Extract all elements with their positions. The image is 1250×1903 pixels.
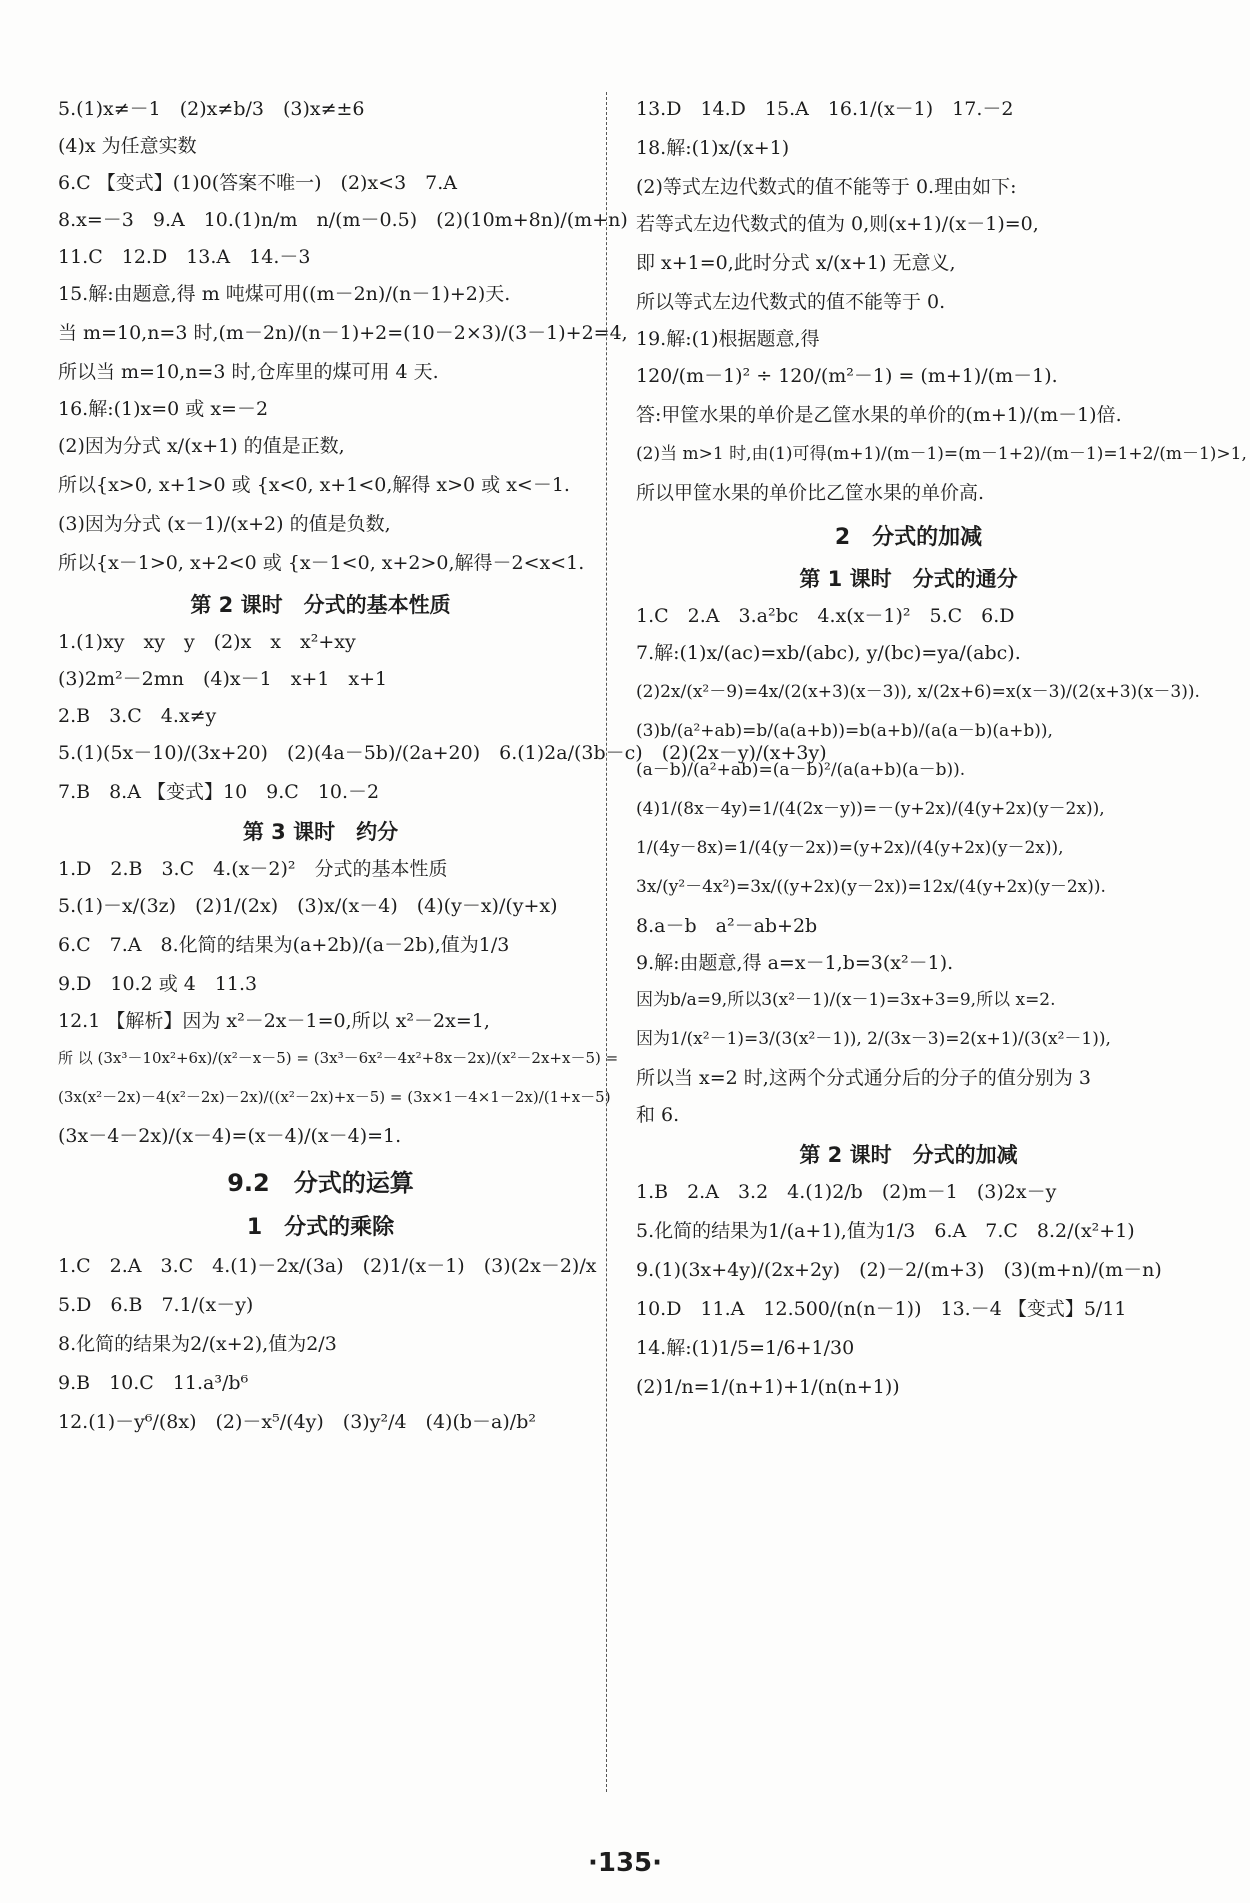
answer-line: 13.D 14.D 15.A 16.1/(x－1) 17.－2 [636, 98, 1014, 120]
answer-line: 6.C 7.A 8.化简的结果为(a+2b)/(a－2b),值为1/3 [58, 934, 510, 956]
answer-line: 8.a－b a²－ab+2b [636, 915, 818, 937]
answer-line: 5.(1)(5x－10)/(3x+20) (2)(4a－5b)/(2a+20) 6.(1)2a/(3b－c) (2)(2x－y)/(x+3y) [58, 742, 827, 764]
answer-line: 18.解:(1)x/(x+1) [636, 137, 790, 159]
answer-line: 即 x+1=0,此时分式 x/(x+1) 无意义, [636, 252, 956, 274]
answer-line: (2)2x/(x²－9)=4x/(2(x+3)(x－3)), x/(2x+6)=x(x－3)/(2(x+3)(x－3)). [636, 682, 1200, 702]
answer-line: 12.(1)－y⁶/(8x) (2)－x⁵/(4y) (3)y²/4 (4)(b－a)/b² [58, 1411, 536, 1433]
answer-line: 当 m=10,n=3 时,(m－2n)/(n－1)+2=(10－2×3)/(3－1)+2=4, [58, 322, 628, 344]
answer-line: (2)当 m>1 时,由(1)可得(m+1)/(m－1)=(m－1+2)/(m－1)=1+2/(m－1)>1, [636, 444, 1247, 464]
answer-line: 1.(1)xy xy y (2)x x x²+xy [58, 631, 356, 653]
section-heading: 9.2 分式的运算 [227, 1169, 414, 1197]
answer-line: 14.解:(1)1/5=1/6+1/30 [636, 1337, 855, 1359]
answer-line: 8.化简的结果为2/(x+2),值为2/3 [58, 1333, 337, 1355]
answer-line: 所以当 x=2 时,这两个分式通分后的分子的值分别为 3 [636, 1067, 1091, 1089]
answer-line: 因为b/a=9,所以3(x²－1)/(x－1)=3x+3=9,所以 x=2. [636, 990, 1056, 1010]
answer-line: (3)b/(a²+ab)=b/(a(a+b))=b(a+b)/(a(a－b)(a+b)), [636, 721, 1053, 741]
answer-line: 所以等式左边代数式的值不能等于 0. [636, 291, 946, 313]
answer-line: 3x/(y²－4x²)=3x/((y+2x)(y－2x))=12x/(4(y+2x)(y－2x)). [636, 877, 1106, 897]
answer-line: (a－b)/(a²+ab)=(a－b)²/(a(a+b)(a－b)). [636, 760, 966, 780]
answer-line: (2)因为分式 x/(x+1) 的值是正数, [58, 435, 345, 457]
answer-line: 若等式左边代数式的值为 0,则(x+1)/(x－1)=0, [636, 213, 1039, 235]
answer-line: 因为1/(x²－1)=3/(3(x²－1)), 2/(3x－3)=2(x+1)/(3(x²－1)), [636, 1029, 1111, 1049]
answer-line: 所以{x>0, x+1>0 或 {x<0, x+1<0,解得 x>0 或 x<－1. [58, 474, 570, 496]
answer-line: (3x(x²－2x)－4(x²－2x)－2x)/((x²－2x)+x－5) = (3x×1－4×1－2x)/(1+x－5) [58, 1088, 611, 1106]
lesson-heading: 第 2 课时 分式的基本性质 [190, 593, 451, 617]
answer-line: 所以甲筐水果的单价比乙筐水果的单价高. [636, 482, 985, 504]
answer-line: 答:甲筐水果的单价是乙筐水果的单价的(m+1)/(m－1)倍. [636, 404, 1122, 426]
answer-line: 5.(1)x≠－1 (2)x≠b/3 (3)x≠±6 [58, 98, 365, 120]
page-number: ·135· [587, 1848, 663, 1878]
answer-line: 所以当 m=10,n=3 时,仓库里的煤可用 4 天. [58, 361, 439, 383]
answer-line: 120/(m－1)² ÷ 120/(m²－1) = (m+1)/(m－1). [636, 365, 1058, 387]
answer-line: 16.解:(1)x=0 或 x=－2 [58, 398, 269, 420]
answer-line: 1/(4y－8x)=1/(4(y－2x))=(y+2x)/(4(y+2x)(y－2x)), [636, 838, 1064, 858]
answer-line: (3)因为分式 (x－1)/(x+2) 的值是负数, [58, 513, 391, 535]
answer-line: (3)2m²－2mn (4)x－1 x+1 x+1 [58, 668, 388, 690]
subsection-heading: 2 分式的加减 [834, 525, 983, 550]
answer-line: 11.C 12.D 13.A 14.－3 [58, 246, 311, 268]
answer-line: 所 以 (3x³－10x²+6x)/(x²－x－5) = (3x³－6x²－4x²+8x－2x)/(x²－2x+x－5) = [58, 1049, 619, 1067]
answer-line: (2)1/n=1/(n+1)+1/(n(n+1)) [636, 1376, 900, 1398]
answer-line: 所以{x－1>0, x+2<0 或 {x－1<0, x+2>0,解得－2<x<1. [58, 552, 585, 574]
lesson-heading: 第 1 课时 分式的通分 [799, 567, 1018, 591]
answer-line: 15.解:由题意,得 m 吨煤可用((m－2n)/(n－1)+2)天. [58, 283, 511, 305]
right-column [636, 96, 1247, 1413]
answer-line: 7.解:(1)x/(ac)=xb/(abc), y/(bc)=ya/(abc). [636, 642, 1021, 664]
answer-line: 9.B 10.C 11.a³/b⁶ [58, 1372, 249, 1394]
answer-line: 9.解:由题意,得 a=x－1,b=3(x²－1). [636, 952, 954, 974]
answer-line: (4)x 为任意实数 [58, 135, 197, 157]
answer-line: 10.D 11.A 12.500/(n(n－1)) 13.－4 【变式】5/11 [636, 1298, 1127, 1320]
answer-line: 和 6. [636, 1104, 680, 1126]
answer-line: 8.x=－3 9.A 10.(1)n/m n/(m－0.5) (2)(10m+8n)/(m+n) [58, 209, 628, 231]
answer-line: 1.C 2.A 3.a²bc 4.x(x－1)² 5.C 6.D [636, 605, 1015, 627]
answer-line: 1.C 2.A 3.C 4.(1)－2x/(3a) (2)1/(x－1) (3)(2x－2)/x [58, 1255, 597, 1277]
answer-line: 6.C 【变式】(1)0(答案不唯一) (2)x<3 7.A [58, 172, 458, 194]
answer-line: (3x－4－2x)/(x－4)=(x－4)/(x－4)=1. [58, 1125, 402, 1147]
answer-line: 19.解:(1)根据题意,得 [636, 328, 820, 350]
answer-line: 9.D 10.2 或 4 11.3 [58, 973, 258, 995]
answer-line: 1.D 2.B 3.C 4.(x－2)² 分式的基本性质 [58, 858, 448, 880]
answer-line: (2)等式左边代数式的值不能等于 0.理由如下: [636, 176, 1017, 198]
answer-line: 9.(1)(3x+4y)/(2x+2y) (2)－2/(m+3) (3)(m+n)/(m－n) [636, 1259, 1162, 1281]
lesson-heading: 第 3 课时 约分 [242, 820, 399, 844]
answer-line: 2.B 3.C 4.x≠y [58, 705, 217, 727]
answer-line: 1.B 2.A 3.2 4.(1)2/b (2)m－1 (3)2x－y [636, 1181, 1057, 1203]
answer-line: 7.B 8.A 【变式】10 9.C 10.－2 [58, 781, 380, 803]
answer-line: 12.1 【解析】因为 x²－2x－1=0,所以 x²－2x=1, [58, 1010, 490, 1032]
column-divider [606, 92, 607, 1792]
subsection-heading: 1 分式的乘除 [246, 1215, 395, 1240]
answer-line: 5.化简的结果为1/(a+1),值为1/3 6.A 7.C 8.2/(x²+1) [636, 1220, 1135, 1242]
answer-line: 5.(1)－x/(3z) (2)1/(2x) (3)x/(x－4) (4)(y－x)/(y+x) [58, 895, 558, 917]
lesson-heading: 第 2 课时 分式的加减 [799, 1143, 1018, 1167]
answer-line: 5.D 6.B 7.1/(x－y) [58, 1294, 254, 1316]
answer-line: (4)1/(8x－4y)=1/(4(2x－y))=－(y+2x)/(4(y+2x)(y－2x)), [636, 799, 1105, 819]
